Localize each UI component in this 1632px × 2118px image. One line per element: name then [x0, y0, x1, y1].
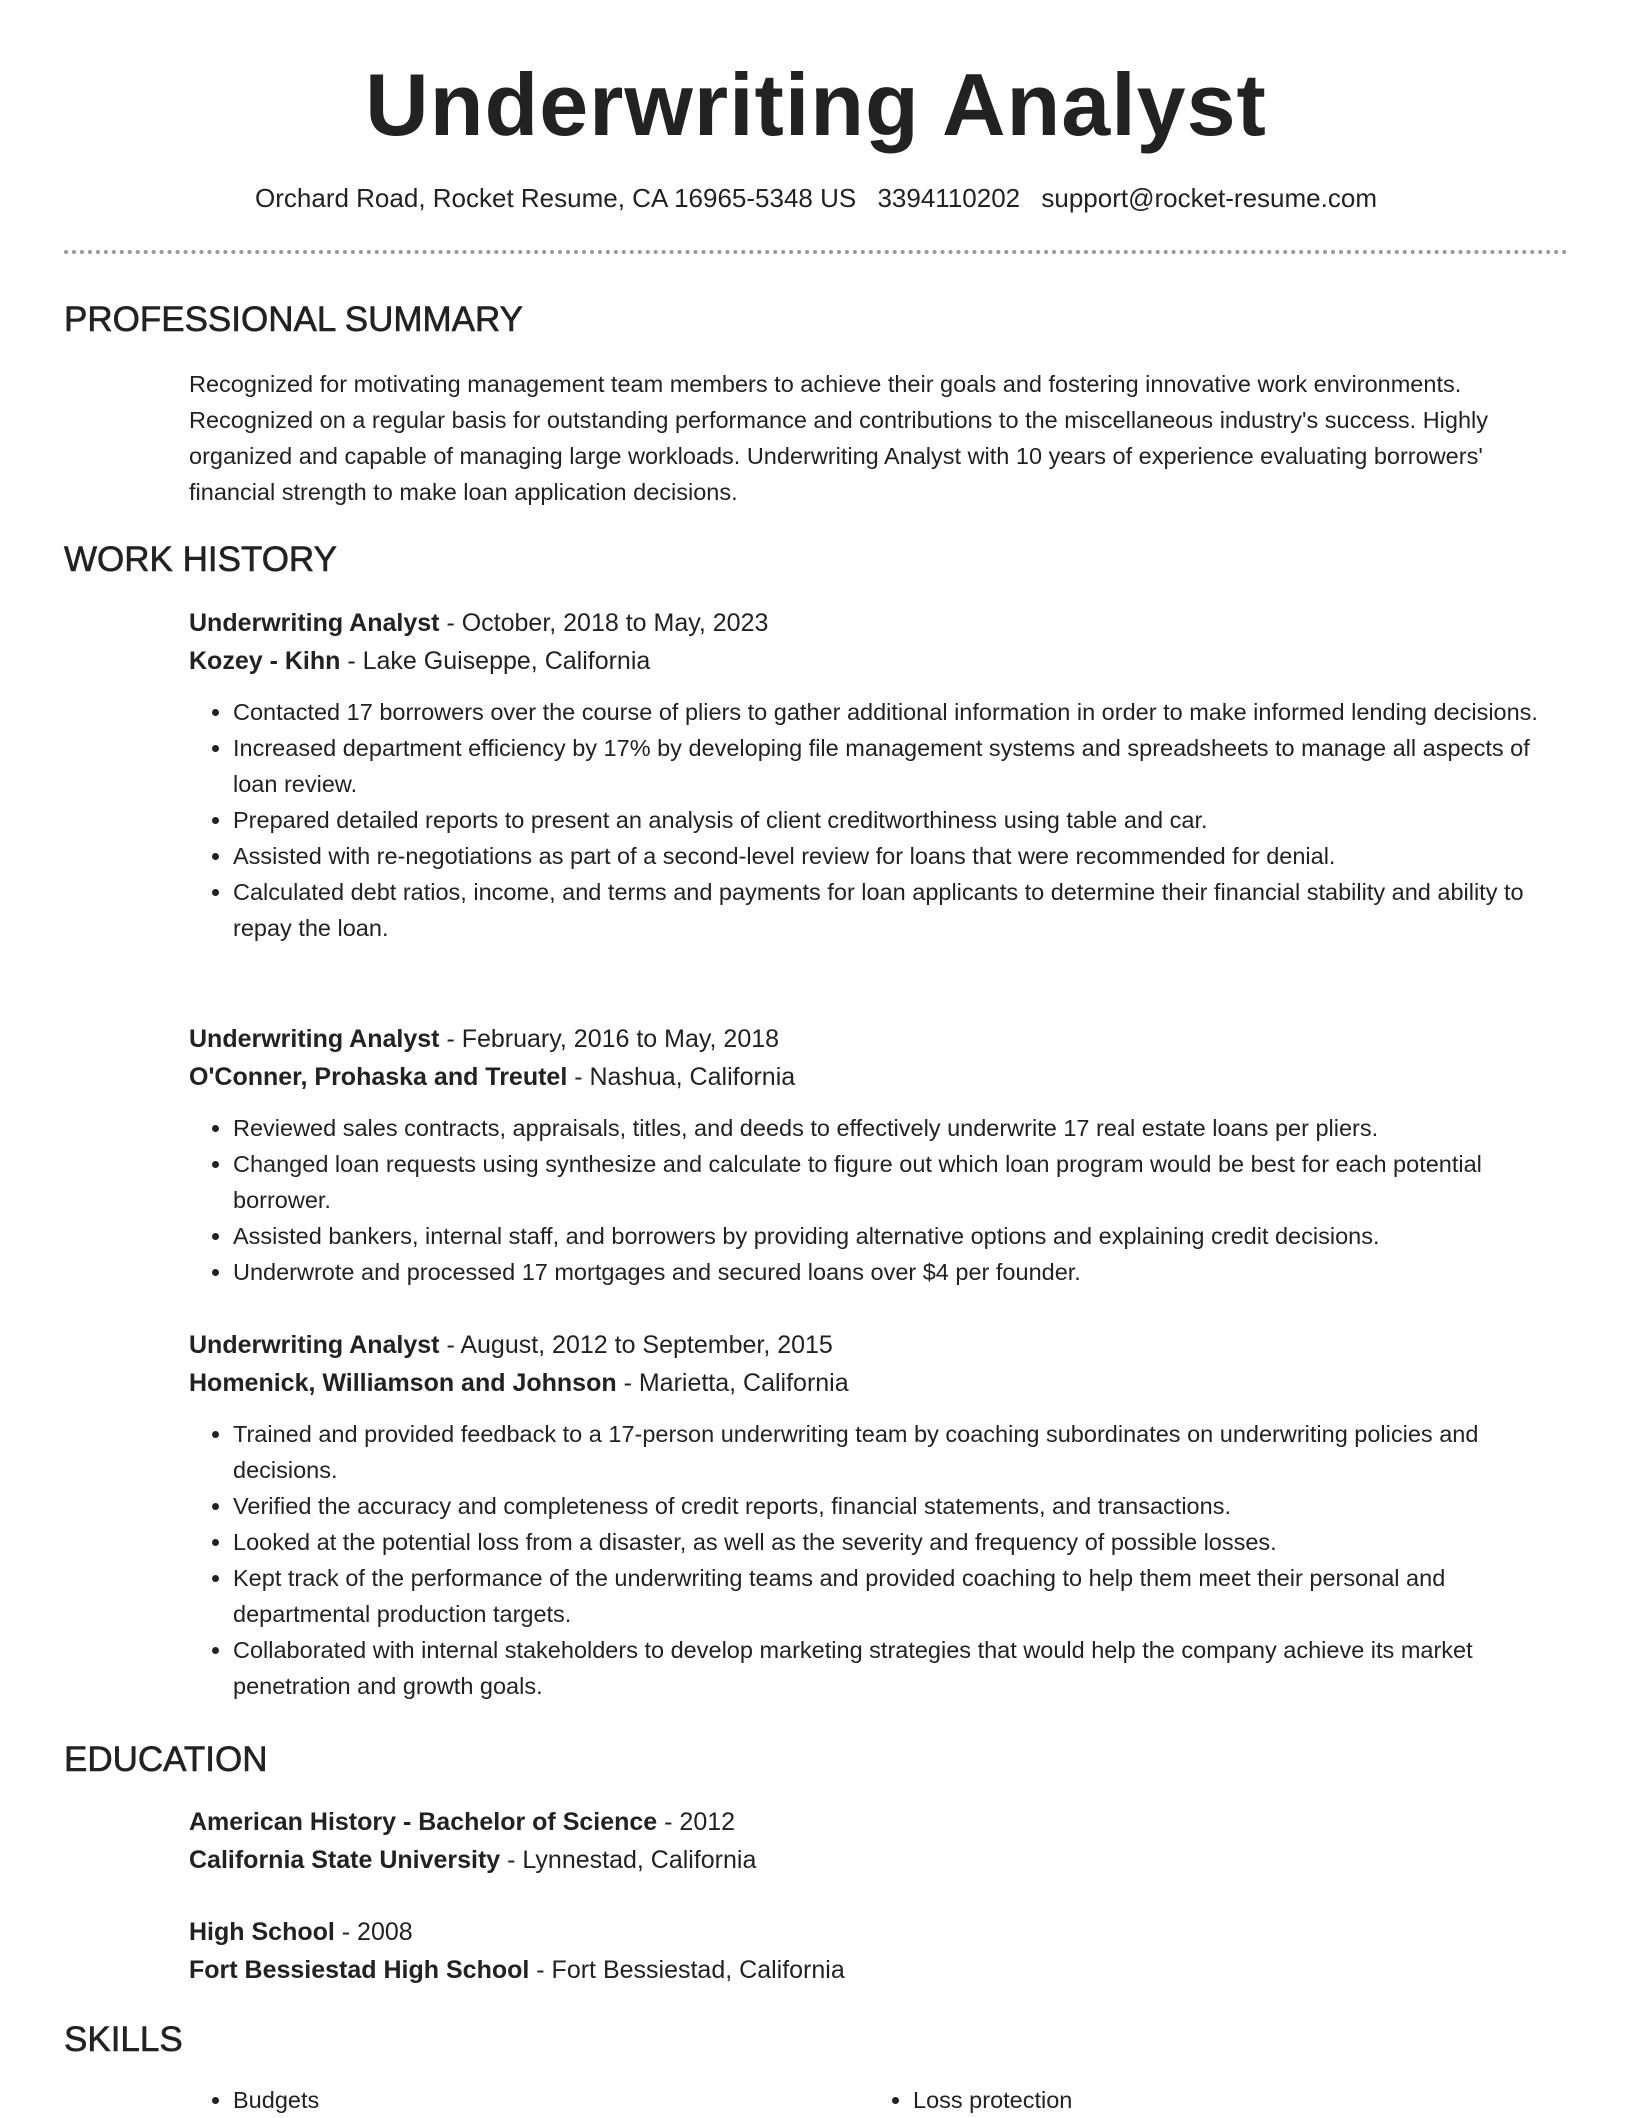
- job-bullets: [189, 1416, 1569, 1704]
- job-company: Homenick, Williamson and Johnson: [189, 1369, 617, 1397]
- contact-line: [0, 180, 1632, 216]
- skills-list: [189, 2082, 1569, 2118]
- job-entry: [189, 1326, 1569, 1704]
- job-bullet: • Trained and provided feedback to a 17-person underwriting team by coaching subordinates on underwriting policies and decisions.: [233, 1416, 1569, 1488]
- education-school: Fort Bessiestad High School: [189, 1956, 530, 1984]
- job-company: O'Conner, Prohaska and Treutel: [189, 1063, 568, 1091]
- phone: 3394110202: [877, 183, 1021, 213]
- job-title: Underwriting Analyst: [189, 1025, 440, 1053]
- job-entry: [189, 604, 1569, 946]
- address: Orchard Road, Rocket Resume, CA 16965-5348 US: [255, 183, 857, 213]
- skill-item: • Budgets: [233, 2082, 913, 2118]
- work-history-heading: WORK HISTORY: [64, 540, 337, 579]
- summary-heading: PROFESSIONAL SUMMARY: [64, 300, 523, 339]
- education-school: California State University: [189, 1846, 501, 1874]
- email[interactable]: support@rocket-resume.com: [1041, 183, 1377, 213]
- job-bullet: • Reviewed sales contracts, appraisals, titles, and deeds to effectively underwrite 17 real estate loans per pliers.: [233, 1110, 1569, 1146]
- job-title: Underwriting Analyst: [189, 1331, 440, 1359]
- job-bullet: • Verified the accuracy and completeness of credit reports, financial statements, and transactions.: [233, 1488, 1569, 1524]
- job-title-line: [189, 1326, 1569, 1364]
- job-bullet: • Kept track of the performance of the underwriting teams and provided coaching to help them meet their personal and departmental production targets.: [233, 1560, 1569, 1632]
- skills-heading: SKILLS: [64, 2020, 183, 2059]
- job-bullet: • Changed loan requests using synthesize and calculate to figure out which loan program would be best for each potential borrower.: [233, 1146, 1569, 1218]
- education-location: - Lynnestad, California: [500, 1846, 757, 1874]
- skill-item: • Loss protection: [913, 2082, 1593, 2118]
- education-school-line: [189, 1951, 1569, 1989]
- job-bullet: • Assisted with re-negotiations as part of a second-level review for loans that were recommended for denial.: [233, 838, 1569, 874]
- job-location: - Marietta, California: [616, 1369, 849, 1397]
- job-title-line: [189, 1020, 1569, 1058]
- job-location: - Lake Guiseppe, California: [340, 647, 651, 675]
- job-title-line: [189, 604, 1569, 642]
- job-bullets: [189, 1110, 1569, 1290]
- education-degree-line: [189, 1913, 1569, 1951]
- job-title: Underwriting Analyst: [189, 609, 440, 637]
- education-degree-line: [189, 1803, 1569, 1841]
- header-divider: [64, 250, 1568, 254]
- summary-text: Recognized for motivating management team members to achieve their goals and fostering innovative work environments. Recognized on a regular basis for outstanding performance and contributions to the miscellaneous industry's success. Highly organized and capable of managing large workloads. Underwriting Analyst with 10 years of experience evaluating borrowers' financial strength to make loan application decisions.: [189, 371, 1488, 505]
- education-degree: High School: [189, 1918, 335, 1946]
- education-heading: EDUCATION: [64, 1740, 268, 1779]
- job-dates: - August, 2012 to September, 2015: [439, 1331, 833, 1359]
- job-company-line: [189, 642, 1569, 680]
- job-bullet: • Looked at the potential loss from a disaster, as well as the severity and frequency of possible losses.: [233, 1524, 1569, 1560]
- job-bullet: • Calculated debt ratios, income, and terms and payments for loan applicants to determine their financial stability and ability to repay the loan.: [233, 874, 1569, 946]
- candidate-name: Underwriting Analyst: [365, 55, 1267, 154]
- job-company-line: [189, 1364, 1569, 1402]
- job-location: - Nashua, California: [567, 1063, 796, 1091]
- education-year: - 2008: [334, 1918, 413, 1946]
- education-entry: [189, 1803, 1569, 1879]
- education-school-line: [189, 1841, 1569, 1879]
- education-degree: American History - Bachelor of Science: [189, 1808, 658, 1836]
- job-bullet: • Prepared detailed reports to present an analysis of client creditworthiness using table and car.: [233, 802, 1569, 838]
- job-bullet: • Underwrote and processed 17 mortgages and secured loans over $4 per founder.: [233, 1254, 1569, 1290]
- job-bullet: • Collaborated with internal stakeholders to develop marketing strategies that would help the company achieve its market penetration and growth goals.: [233, 1632, 1569, 1704]
- job-dates: - February, 2016 to May, 2018: [439, 1025, 780, 1053]
- job-bullet: • Assisted bankers, internal staff, and borrowers by providing alternative options and explaining credit decisions.: [233, 1218, 1569, 1254]
- job-entry: [189, 1020, 1569, 1290]
- job-bullets: [189, 694, 1569, 946]
- job-bullet: • Increased department efficiency by 17% by developing file management systems and spreadsheets to manage all aspects of loan review.: [233, 730, 1569, 802]
- education-year: - 2012: [657, 1808, 736, 1836]
- education-entry: [189, 1913, 1569, 1989]
- job-company: Kozey - Kihn: [189, 647, 341, 675]
- job-dates: - October, 2018 to May, 2023: [439, 609, 769, 637]
- job-company-line: [189, 1058, 1569, 1096]
- education-location: - Fort Bessiestad, California: [529, 1956, 845, 1984]
- job-bullet: • Contacted 17 borrowers over the course of pliers to gather additional information in order to make informed lending decisions.: [233, 694, 1569, 730]
